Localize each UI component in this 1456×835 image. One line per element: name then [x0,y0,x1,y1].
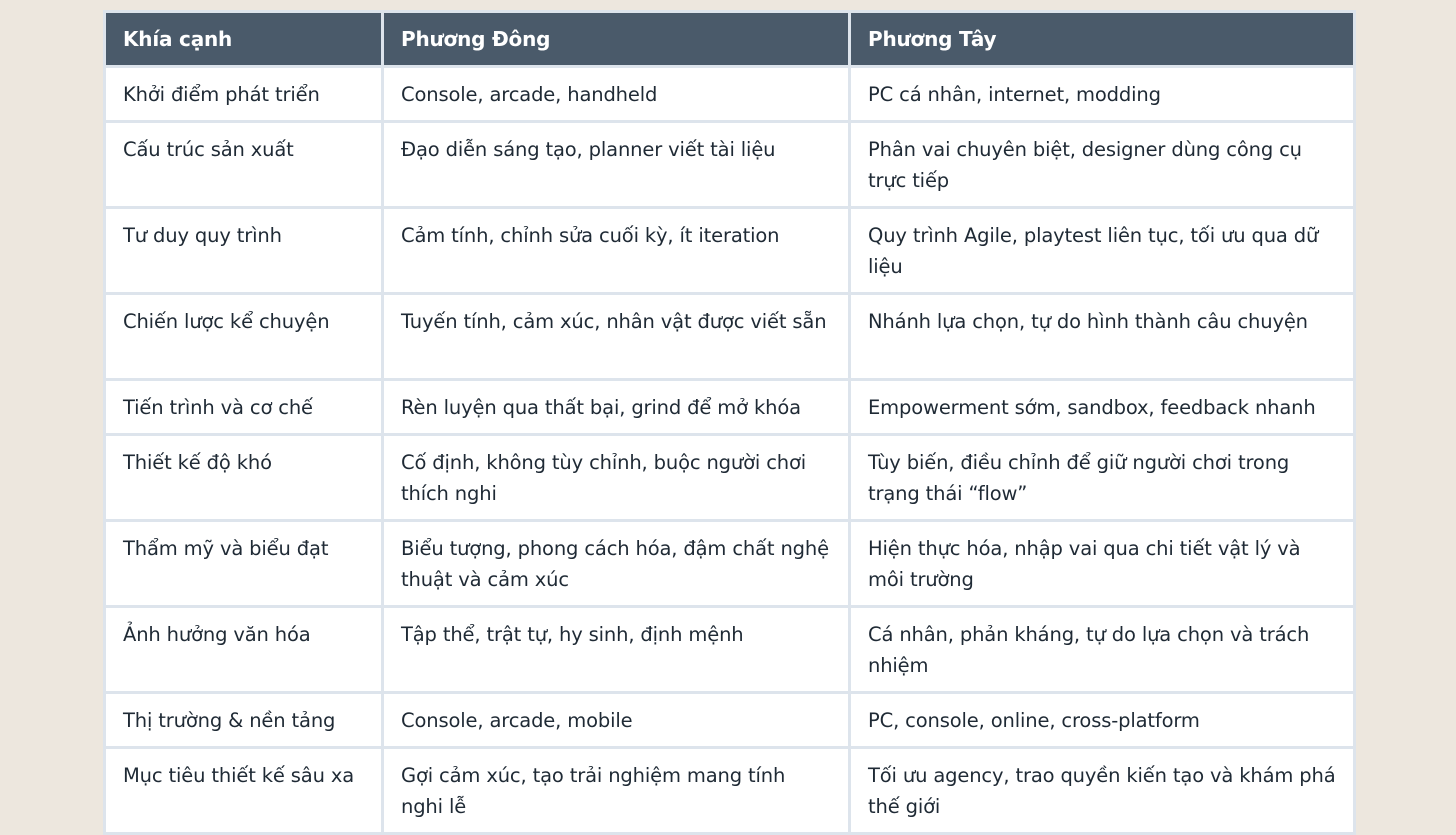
cell-aspect: Tư duy quy trình [105,208,383,294]
cell-west: PC cá nhân, internet, modding [850,67,1355,122]
cell-east: Biểu tượng, phong cách hóa, đậm chất nghệ thuật và cảm xúc [383,521,850,607]
table-row [105,435,1355,521]
table-row [105,521,1355,607]
cell-west: Quy trình Agile, playtest liên tục, tối ưu qua dữ liệu [850,208,1355,294]
cell-west: Phân vai chuyên biệt, designer dùng công cụ trực tiếp [850,122,1355,208]
cell-aspect: Cấu trúc sản xuất [105,122,383,208]
header-aspect: Khía cạnh [105,12,383,67]
header-west: Phương Tây [850,12,1355,67]
cell-east: Cảm tính, chỉnh sửa cuối kỳ, ít iteration [383,208,850,294]
table-header-row [105,12,1355,67]
cell-west: Tùy biến, điều chỉnh để giữ người chơi trong trạng thái “flow” [850,435,1355,521]
cell-east: Tập thể, trật tự, hy sinh, định mệnh [383,607,850,693]
cell-east: Đạo diễn sáng tạo, planner viết tài liệu [383,122,850,208]
cell-aspect: Mục tiêu thiết kế sâu xa [105,748,383,834]
cell-aspect: Ảnh hưởng văn hóa [105,607,383,693]
cell-east: Gợi cảm xúc, tạo trải nghiệm mang tính nghi lễ [383,748,850,834]
cell-west: Tối ưu agency, trao quyền kiến tạo và khám phá thế giới [850,748,1355,834]
cell-west: Empowerment sớm, sandbox, feedback nhanh [850,380,1355,435]
cell-aspect: Thiết kế độ khó [105,435,383,521]
table-row [105,380,1355,435]
table-row [105,122,1355,208]
table-row [105,294,1355,380]
cell-east: Rèn luyện qua thất bại, grind để mở khóa [383,380,850,435]
cell-aspect: Thẩm mỹ và biểu đạt [105,521,383,607]
comparison-table [103,10,1356,835]
cell-east: Console, arcade, handheld [383,67,850,122]
cell-east: Cố định, không tùy chỉnh, buộc người chơi thích nghi [383,435,850,521]
cell-west: Hiện thực hóa, nhập vai qua chi tiết vật lý và môi trường [850,521,1355,607]
cell-east: Tuyến tính, cảm xúc, nhân vật được viết sẵn [383,294,850,380]
cell-aspect: Chiến lược kể chuyện [105,294,383,380]
table-row [105,693,1355,748]
cell-aspect: Khởi điểm phát triển [105,67,383,122]
cell-west: Cá nhân, phản kháng, tự do lựa chọn và trách nhiệm [850,607,1355,693]
table-row [105,67,1355,122]
table-row [105,607,1355,693]
comparison-table-container [103,10,1353,835]
cell-west: PC, console, online, cross-platform [850,693,1355,748]
table-row [105,748,1355,834]
header-east: Phương Đông [383,12,850,67]
cell-east: Console, arcade, mobile [383,693,850,748]
table-row [105,208,1355,294]
cell-west: Nhánh lựa chọn, tự do hình thành câu chuyện [850,294,1355,380]
cell-aspect: Thị trường & nền tảng [105,693,383,748]
cell-aspect: Tiến trình và cơ chế [105,380,383,435]
